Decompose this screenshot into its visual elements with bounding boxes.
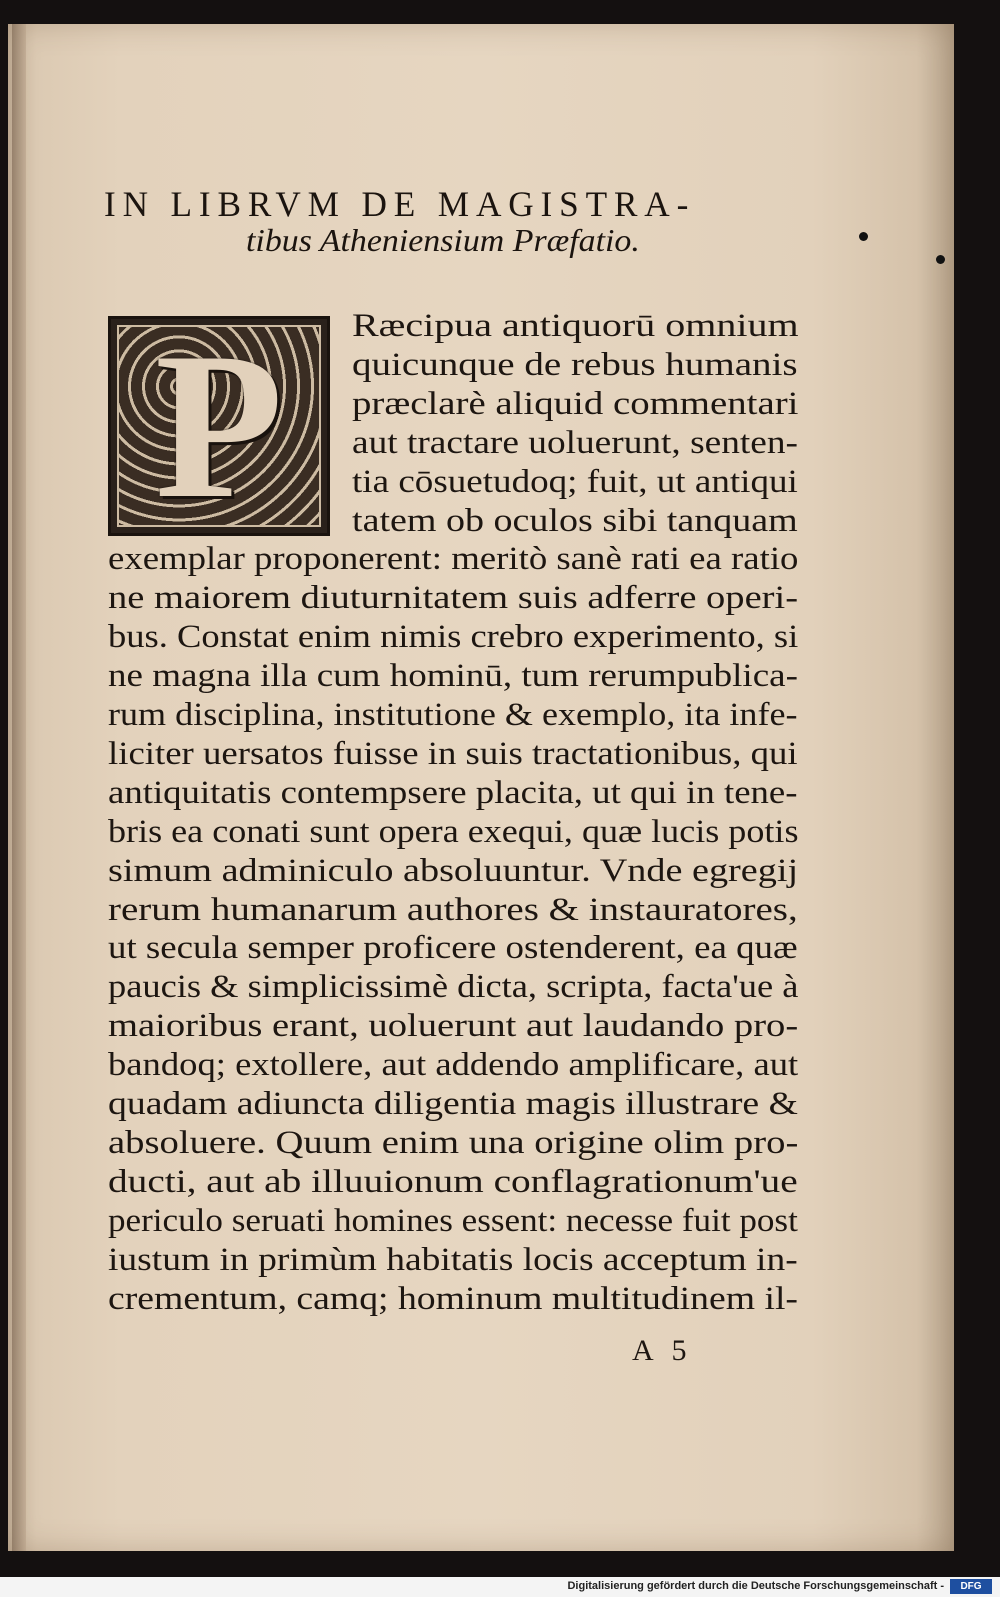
text-line: præclarè aliquid commentari (352, 385, 799, 422)
ink-dot (859, 232, 868, 241)
text-line: simum adminiculo absoluuntur. Vnde egregij (108, 852, 799, 889)
page-signature: A 5 (632, 1334, 693, 1367)
text-line: rum disciplina, institutione & exemplo, ita infe- (108, 697, 798, 733)
text-line: ne maiorem diuturnitatem suis adferre operi- (108, 580, 799, 617)
text-line: bris ea conati sunt opera exequi, quæ lucis potis (108, 813, 799, 850)
text-line: quicunque de rebus humanis (352, 346, 798, 383)
text-line: periculo seruati homines essent: necesse fuit post (108, 1202, 798, 1239)
heading-line-1: IN LIBRVM DE MAGISTRA- (104, 184, 696, 224)
text-line: maioribus erant, uoluerunt aut laudando pro- (108, 1008, 799, 1045)
page-gutter (12, 24, 26, 1551)
text-line: Ræcipua antiquorū omnium (352, 308, 799, 344)
text-line: aut tractare uoluerunt, senten- (352, 424, 798, 461)
initial-letter: P (154, 310, 284, 542)
text-line: crementum, camq; hominum multitudinem il- (108, 1280, 798, 1317)
dfg-logo: DFG (950, 1579, 992, 1594)
footer-bar (0, 1577, 1000, 1597)
text-line: bandoq; extollere, aut addendo amplificare, aut (108, 1047, 799, 1084)
text-line: antiquitatis contempsere placita, ut qui in tene- (108, 774, 798, 811)
text-line: paucis & simplicissimè dicta, scripta, facta'ue à (108, 969, 799, 1006)
text-line: ut secula semper proficere ostenderent, ea quæ (108, 930, 798, 967)
text-line: bus. Constat enim nimis crebro experimento, si (108, 619, 799, 656)
text-line: iustum in primùm habitatis locis acceptum in- (108, 1241, 798, 1278)
text-line: ducti, aut ab illuuionum conflagrationum'ue (108, 1163, 798, 1200)
text-line: ne magna illa cum hominū, tum rerumpublica- (108, 658, 798, 695)
text-line: tatem ob oculos sibi tanquam (352, 502, 798, 539)
heading-line-2: tibus Atheniensium Præfatio. (246, 222, 640, 258)
text-line: liciter uersatos fuisse in suis tractationibus, qui (108, 735, 798, 772)
text-line: absoluere. Quum enim una origine olim pro- (108, 1124, 799, 1161)
text-line: rerum humanarum authores & instauratores, (108, 891, 798, 928)
text-line: exemplar proponerent: meritò sanè rati ea ratio (108, 541, 799, 578)
text-line: tia cōsuetudoq; fuit, ut antiqui (352, 463, 798, 500)
ink-dot (936, 255, 945, 264)
decorated-initial (108, 310, 330, 542)
text-line: quadam adiuncta diligentia magis illustrare & (108, 1086, 798, 1122)
footer-credit: Digitalisierung gefördert durch die Deutsche Forschungsgemeinschaft - (567, 1580, 944, 1592)
